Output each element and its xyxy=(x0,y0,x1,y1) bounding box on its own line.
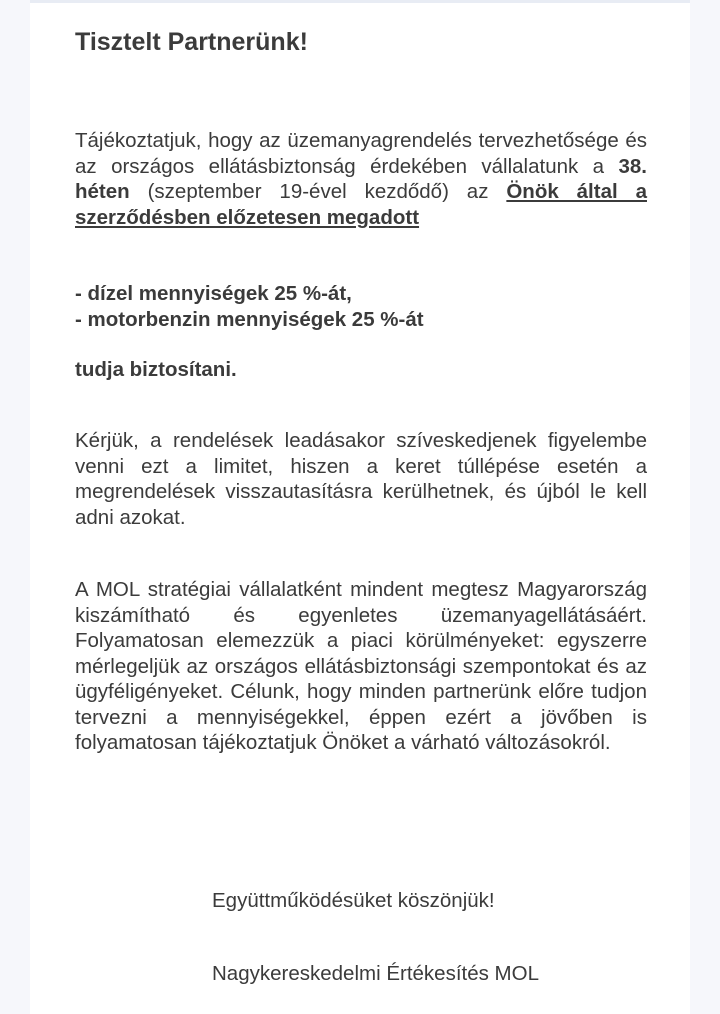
paragraph-request: Kérjük, a rendelések leadásakor szíveskedjenek figyelembe venni ezt a limitet, hiszen a keret túllépése esetén a megrendelések visszautasításra kerülhetnek, és újból le kell adni azokat. xyxy=(75,429,647,529)
paragraph-mol-strategy: A MOL stratégiai vállalatként mindent megtesz Magyarország kiszámítható és egyenletes üzemanyagellátásáért. Folyamatosan elemezzük a piaci körülményeket: egyszerre mérlegeljük az országos ellátásbiztonsági szempontokat és az ügyféligényeket. Célunk, hogy minden partnerünk előre tudjon tervezni a mennyiségekkel, éppen ezért a jövőben is folyamatosan tájékoztatjuk Önöket a várható változásokról. xyxy=(75,578,647,754)
underlined-phrase: Önök által a szerződésben előzetesen megadott xyxy=(75,180,647,229)
letter-page xyxy=(30,0,690,1014)
intro-text-a: Tájékoztatjuk, hogy az üzemanyagrendelés tervezhetősége és az országos ellátásbiztonság érdekében vállalatunk a xyxy=(75,129,647,178)
greeting-heading: Tisztelt Partnerünk! xyxy=(75,28,308,56)
list-item: - dízel mennyiségek 25 %-át, xyxy=(75,282,352,305)
quantity-list xyxy=(75,281,647,332)
sender-signature: Nagykereskedelmi Értékesítés MOL xyxy=(212,962,539,985)
intro-text-b: (szeptember 19-ével kezdődő) az xyxy=(129,180,507,203)
week-highlight: 38. héten xyxy=(75,154,647,203)
paragraph-intro xyxy=(75,128,647,230)
thanks-line: Együttműködésüket köszönjük! xyxy=(212,889,495,912)
provision-statement: tudja biztosítani. xyxy=(75,358,237,381)
list-item: - motorbenzin mennyiségek 25 %-át xyxy=(75,307,424,331)
top-divider xyxy=(30,0,690,3)
